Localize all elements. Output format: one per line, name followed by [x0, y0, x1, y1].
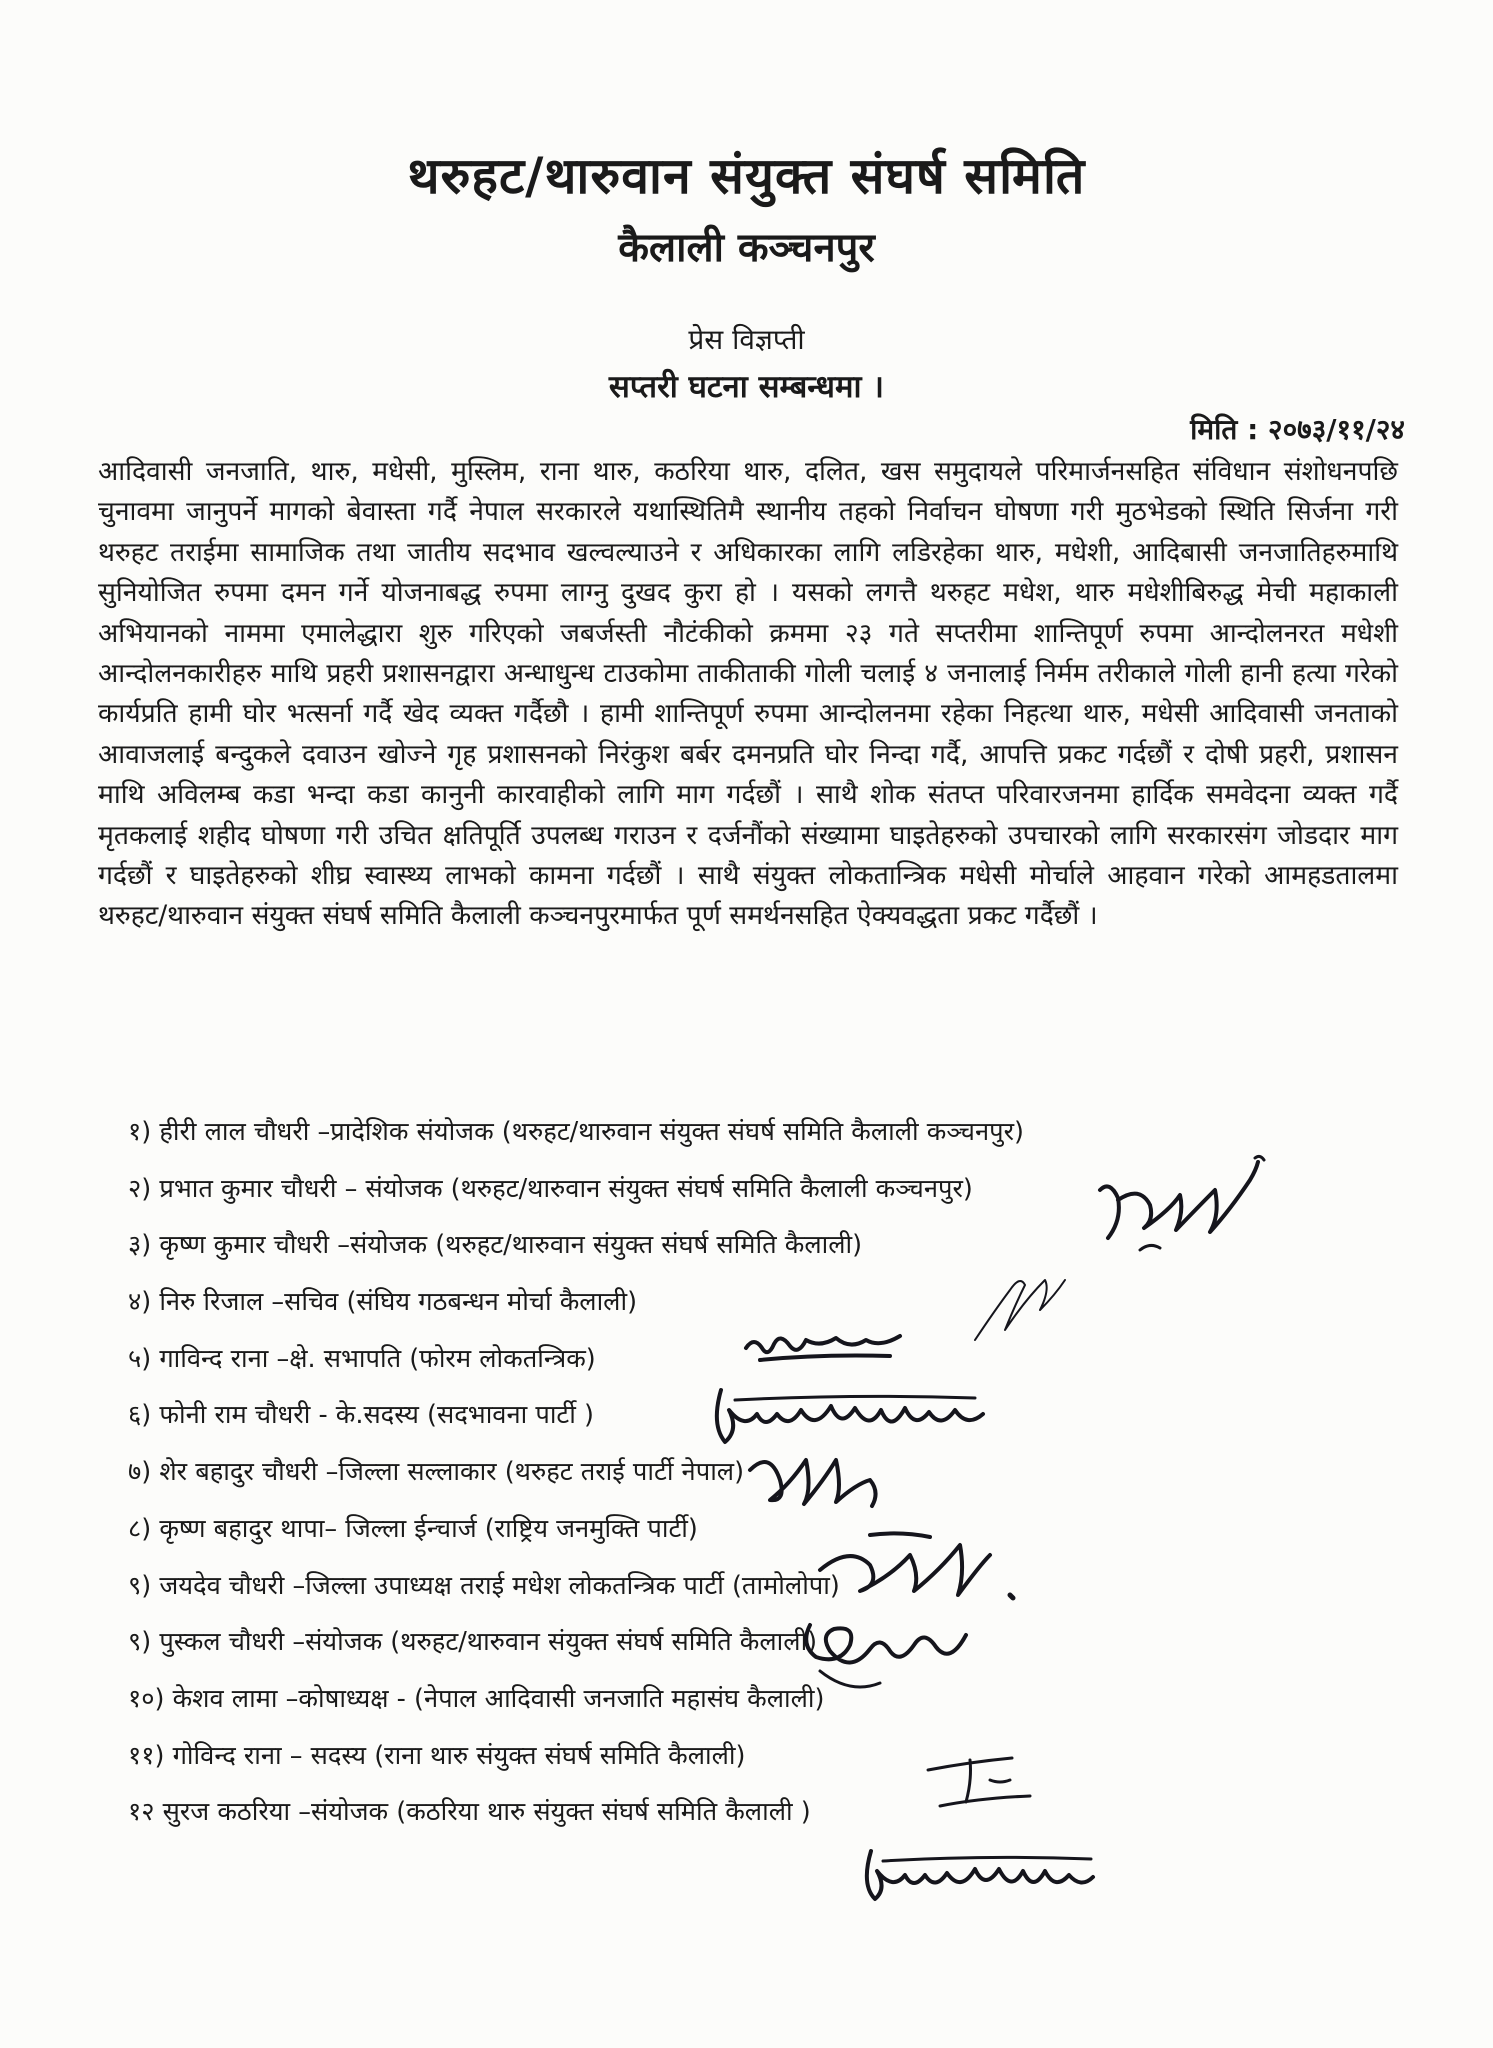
signatory-item: ४) निरु रिजाल –सचिव (संघिय गठबन्धन मोर्चा कैलाली): [128, 1287, 638, 1318]
signatory-item: ८) कृष्ण बहादुर थापा– जिल्ला ईन्चार्ज (राष्ट्रिय जनमुक्ति पार्टी): [128, 1513, 698, 1544]
signatory-list: [128, 1112, 1378, 1849]
signatory-item: १२ सुरज कठरिया –संयोजक (कठरिया थारु संयुक्त संघर्ष समिति कैलाली ): [128, 1797, 811, 1828]
signatory-item: १) हीरी लाल चौधरी –प्रादेशिक संयोजक (थरुहट/थारुवान संयुक्त संघर्ष समिति कैलाली कञ्चनपुर): [128, 1117, 1024, 1147]
document-subtitle: कैलाली कञ्चनपुर: [618, 225, 875, 271]
document-title: थरुहट/थारुवान संयुक्त संघर्ष समिति: [407, 147, 1086, 205]
press-release-label: प्रेस विज्ञप्ती: [688, 323, 805, 356]
signatory-item: २) प्रभात कुमार चौधरी – संयोजक (थरुहट/थारुवान संयुक्त संघर्ष समिति कैलाली कञ्चनपुर): [128, 1173, 973, 1204]
press-release-date: मिति : २०७३/११/२४: [1190, 413, 1405, 446]
signatory-item: ११) गोविन्द राना – सदस्य (राना थारु संयुक्त संघर्ष समिति कैलाली): [128, 1740, 746, 1771]
press-release-subject: सप्तरी घटना सम्बन्धमा ।: [608, 369, 885, 405]
signatory-item: ९) जयदेव चौधरी –जिल्ला उपाध्यक्ष तराई मधेश लोकतन्त्रिक पार्टी (तामोलोपा): [128, 1570, 840, 1601]
signatory-item: ७) शेर बहादुर चौधरी –जिल्ला सल्लाकार (थरुहट तराई पार्टी नेपाल): [128, 1457, 745, 1488]
signatory-item: ३) कृष्ण कुमार चौधरी –संयोजक (थरुहट/थारुवान संयुक्त संघर्ष समिति कैलाली): [128, 1230, 863, 1261]
signatory-item: ९) पुस्कल चौधरी –संयोजक (थरुहट/थारुवान संयुक्त संघर्ष समिति कैलाली): [128, 1627, 818, 1658]
signatory-item: १०) केशव लामा –कोषाध्यक्ष - (नेपाल आदिवासी जनजाति महासंघ कैलाली): [128, 1683, 825, 1714]
statement-paragraph: आदिवासी जनजाति, थारु, मधेसी, मुस्लिम, राना थारु, कठरिया थारु, दलित, खस समुदायले परिमार्जनसहित संविधान संशोधनपछि चुनावमा जानुपर्ने मागको बेवास्ता गर्दै नेपाल सरकारले यथास्थितिमै स्थानीय तहको निर्वाचन घोषणा गरी मुठभेडको स्थिति सिर्जना गरी थरुहट तराईमा सामाजिक तथा जातीय सदभाव खल्वल्याउने र अधिकारका लागि लडिरहेका थारु, मधेशी, आदिबासी जनजातिहरुमाथि सुनियोजित रुपमा दमन गर्ने योजनाबद्ध रुपमा लाग्नु दुखद कुरा हो । यसको लगत्तै थरुहट मधेश, थारु मधेशीबिरुद्ध मेची महाकाली अभियानको नाममा एमालेद्धारा शुरु गरिएको जबर्जस्ती नौटंकीको क्रममा २३ गते सप्तरीमा शान्तिपूर्ण रुपमा आन्दोलनरत मधेशी आन्दोलनकारीहरु माथि प्रहरी प्रशासनद्वारा अन्धाधुन्ध टाउकोमा ताकीताकी गोली चलाई ४ जनालाई निर्मम तरीकाले गोली हानी हत्या गरेको कार्यप्रति हामी घोर भत्सर्ना गर्दै खेद व्यक्त गर्दैछौ । हामी शान्तिपूर्ण रुपमा आन्दोलनमा रहेका निहत्था थारु, मधेसी आदिवासी जनताको आवाजलाई बन्दुकले दवाउन खोज्ने गृह प्रशासनको निरंकुश बर्बर दमनप्रति घोर निन्दा गर्दै, आपत्ति प्रकट गर्दछौं र दोषी प्रहरी, प्रशासन माथि अविलम्ब कडा भन्दा कडा कानुनी कारवाहीको लागि माग गर्दछौं । साथै शोक संतप्त परिवारजनमा हार्दिक समवेदना व्यक्त गर्दै मृतकलाई शहीद घोषणा गरी उचित क्षतिपूर्ति उपलब्ध गराउन र दर्जनौंको संख्यामा घाइतेहरुको उपचारको लागि सरकारसंग जोडदार माग गर्दछौं र घाइतेहरुको शीघ्र स्वास्थ्य लाभको कामना गर्दछौं । साथै संयुक्त लोकतान्त्रिक मधेसी मोर्चाले आहवान गरेको आमहडतालमा थरुहट/थारुवान संयुक्त संघर्ष समिति कैलाली कञ्चनपुरमार्फत पूर्ण समर्थनसहित ऐक्यवद्धता प्रकट गर्दैछौं ।: [98, 456, 1398, 932]
signatory-item: ६) फोनी राम चौधरी - के.सदस्य (सदभावना पार्टी ): [128, 1400, 594, 1431]
signatory-item: ५) गाविन्द राना –क्षे. सभापति (फोरम लोकतन्त्रिक): [128, 1343, 596, 1374]
